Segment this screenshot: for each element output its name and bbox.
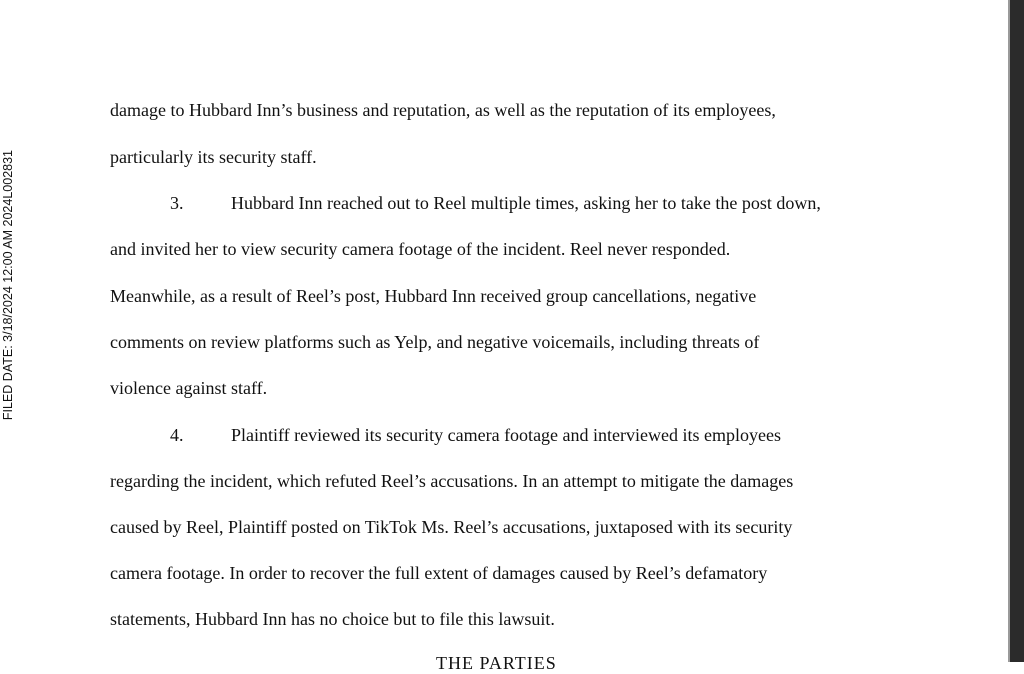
body-line: [110, 470, 793, 492]
body-line-text: statements, Hubbard Inn has no choice but to file this lawsuit.: [110, 609, 555, 629]
body-line-text: comments on review platforms such as Yelp, and negative voicemails, including threats of: [110, 332, 760, 352]
body-line: [110, 516, 792, 538]
body-line-text: Meanwhile, as a result of Reel’s post, Hubbard Inn received group cancellations, negative: [110, 286, 757, 306]
body-line: [110, 331, 759, 353]
paragraph-3-first-line: [110, 192, 821, 214]
body-line-text: Hubbard Inn reached out to Reel multiple times, asking her to take the post down,: [231, 193, 821, 213]
paragraph-number: 3.: [170, 193, 184, 213]
section-heading-parties: THE PARTIES: [436, 653, 557, 673]
body-line: [110, 562, 767, 584]
body-line-text: violence against staff.: [110, 378, 268, 398]
body-line: [110, 285, 756, 307]
body-line-text: damage to Hubbard Inn’s business and reputation, as well as the reputation of its employees,: [110, 100, 776, 120]
body-line: [110, 146, 317, 168]
body-line-text: Plaintiff reviewed its security camera footage and interviewed its employees: [231, 425, 781, 445]
filed-date-stamp: [0, 150, 16, 460]
body-line: [110, 238, 730, 260]
body-line: [110, 377, 267, 399]
body-line-text: and invited her to view security camera footage of the incident. Reel never responded.: [110, 239, 731, 259]
filed-date-text: FILED DATE: 3/18/2024 12:00 AM 2024L002831: [1, 150, 15, 421]
viewer-edge: [1010, 0, 1024, 662]
paragraph-4-first-line: [110, 424, 781, 446]
body-line: [110, 99, 776, 121]
body-line-text: regarding the incident, which refuted Reel’s accusations. In an attempt to mitigate the damages: [110, 471, 794, 491]
body-line-text: caused by Reel, Plaintiff posted on TikTok Ms. Reel’s accusations, juxtaposed with its security: [110, 517, 793, 537]
body-line: [110, 608, 555, 630]
paragraph-number: 4.: [170, 425, 184, 445]
body-line-text: camera footage. In order to recover the full extent of damages caused by Reel’s defamatory: [110, 563, 768, 583]
body-line-text: particularly its security staff.: [110, 147, 317, 167]
